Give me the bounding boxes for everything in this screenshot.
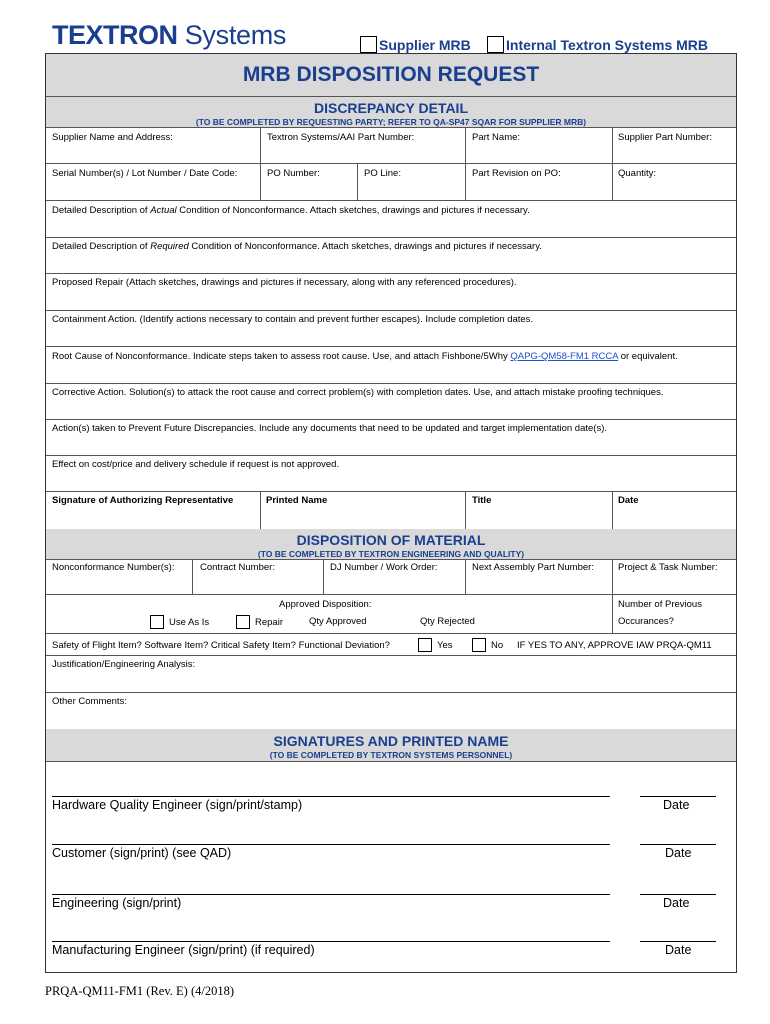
safety-yes-option[interactable] <box>418 638 453 652</box>
discrepancy-subheading: (TO BE COMPLETED BY REQUESTING PARTY; REFER TO QA-SP47 SQAR FOR SUPPLIER MRB) <box>195 117 587 127</box>
supplier-mrb-label: Supplier MRB <box>379 36 471 53</box>
printed-name-label: Printed Name <box>266 495 328 506</box>
proposed-repair-label: Proposed Repair (Attach sketches, drawings and pictures if necessary, along with any referenced procedures). <box>52 277 517 288</box>
engineering-date-label: Date <box>663 896 690 910</box>
hardware-quality-date-label: Date <box>663 798 690 812</box>
manufacturing-engineer-label: Manufacturing Engineer (sign/print) (if required) <box>52 943 315 957</box>
form-title-band <box>46 54 736 97</box>
signatures-heading: SIGNATURES AND PRINTED NAME <box>273 733 509 749</box>
textron-part-number-label: Textron Systems/AAI Part Number: <box>267 132 415 143</box>
safety-yes-checkbox[interactable] <box>418 638 432 652</box>
internal-mrb-option[interactable] <box>487 36 708 53</box>
internal-mrb-label: Internal Textron Systems MRB <box>506 36 709 53</box>
safety-no-option[interactable] <box>472 638 503 652</box>
required-condition-label: Detailed Description of Required Condition of Nonconformance. Attach sketches, drawings and pictures if necessary. <box>52 241 542 252</box>
serial-number-label: Serial Number(s) / Lot Number / Date Code: <box>52 168 238 179</box>
part-revision-label: Part Revision on PO: <box>472 168 561 179</box>
use-as-is-checkbox[interactable] <box>150 615 164 629</box>
discrepancy-band <box>46 97 736 128</box>
supplier-part-number-label: Supplier Part Number: <box>618 132 712 143</box>
title-label: Title <box>472 495 492 506</box>
disposition-heading: DISPOSITION OF MATERIAL <box>296 532 486 548</box>
other-comments-label: Other Comments: <box>52 696 127 707</box>
discrepancy-heading: DISCREPANCY DETAIL <box>313 100 468 116</box>
actual-condition-label: Detailed Description of Actual Condition of Nonconformance. Attach sketches, drawings and pictures if necessary. <box>52 205 530 216</box>
containment-action-label: Containment Action. (Identify actions necessary to contain and prevent further escapes). Include completion dates. <box>52 314 534 325</box>
part-name-label: Part Name: <box>472 132 521 143</box>
po-number-label: PO Number: <box>267 168 320 179</box>
signatures-band <box>46 729 736 762</box>
use-as-is-option[interactable] <box>150 615 209 629</box>
customer-signature-label: Customer (sign/print) (see QAD) <box>52 846 232 860</box>
previous-occurrences-label-1: Number of Previous <box>618 599 702 610</box>
internal-mrb-checkbox[interactable] <box>487 36 504 53</box>
signatures-subheading: (TO BE COMPLETED BY TEXTRON SYSTEMS PERSONNEL) <box>269 750 513 760</box>
corrective-action-label: Corrective Action. Solution(s) to attack the root cause and correct problem(s) with completion dates. Use, and attach mistake proofing techniques. <box>52 387 664 398</box>
qty-rejected-label: Qty Rejected <box>420 616 475 627</box>
repair-option[interactable] <box>236 615 283 629</box>
supplier-mrb-option[interactable] <box>360 36 471 53</box>
safety-no-label: No <box>491 639 504 651</box>
root-cause-label: Root Cause of Nonconformance. Indicate steps taken to assess root cause. Use, and attach Fishbone/5Why QAPG-QM58-FM1 RCCA or equivalent. <box>52 351 678 362</box>
rcca-link[interactable]: QAPG-QM58-FM1 RCCA <box>510 351 619 362</box>
manufacturing-date-label: Date <box>665 943 692 957</box>
hardware-quality-engineer-label: Hardware Quality Engineer (sign/print/stamp) <box>52 798 303 812</box>
disposition-subheading: (TO BE COMPLETED BY TEXTRON ENGINEERING AND QUALITY) <box>257 549 525 559</box>
prevent-action-label: Action(s) taken to Prevent Future Discrepancies. Include any documents that need to be updated and target implementation date(s). <box>52 423 608 434</box>
contract-number-label: Contract Number: <box>200 562 275 573</box>
dj-number-label: DJ Number / Work Order: <box>330 562 438 573</box>
if-yes-instruction: IF YES TO ANY, APPROVE IAW PRQA-QM11 <box>517 640 712 651</box>
supplier-name-label: Supplier Name and Address: <box>52 132 173 143</box>
safety-yes-label: Yes <box>437 639 453 651</box>
use-as-is-label: Use As Is <box>169 616 210 628</box>
disposition-band <box>46 529 736 560</box>
qty-approved-label: Qty Approved <box>309 616 367 627</box>
approved-disposition-label: Approved Disposition: <box>279 599 372 610</box>
safety-question-label: Safety of Flight Item? Software Item? Critical Safety Item? Functional Deviation? <box>52 640 390 651</box>
quantity-label: Quantity: <box>618 168 657 179</box>
customer-date-label: Date <box>665 846 692 860</box>
authorizing-signature-label: Signature of Authorizing Representative <box>52 495 234 506</box>
mrb-form <box>45 53 737 973</box>
effect-label: Effect on cost/price and delivery schedule if request is not approved. <box>52 459 340 470</box>
justification-label: Justification/Engineering Analysis: <box>52 659 196 670</box>
engineering-signature-label: Engineering (sign/print) <box>52 896 182 910</box>
safety-no-checkbox[interactable] <box>472 638 486 652</box>
nonconformance-number-label: Nonconformance Number(s): <box>52 562 175 573</box>
project-task-label: Project & Task Number: <box>618 562 718 573</box>
previous-occurrences-label-2: Occurances? <box>618 616 674 627</box>
date-label: Date <box>618 495 639 506</box>
form-title: MRB DISPOSITION REQUEST <box>242 63 540 86</box>
repair-label: Repair <box>255 616 283 628</box>
next-assembly-label: Next Assembly Part Number: <box>472 562 594 573</box>
form-number-footer: PRQA-QM11-FM1 (Rev. E) (4/2018) <box>45 984 234 998</box>
textron-systems-logo: TEXTRON Systems <box>52 20 287 50</box>
po-line-label: PO Line: <box>364 168 401 179</box>
repair-checkbox[interactable] <box>236 615 250 629</box>
supplier-mrb-checkbox[interactable] <box>360 36 377 53</box>
